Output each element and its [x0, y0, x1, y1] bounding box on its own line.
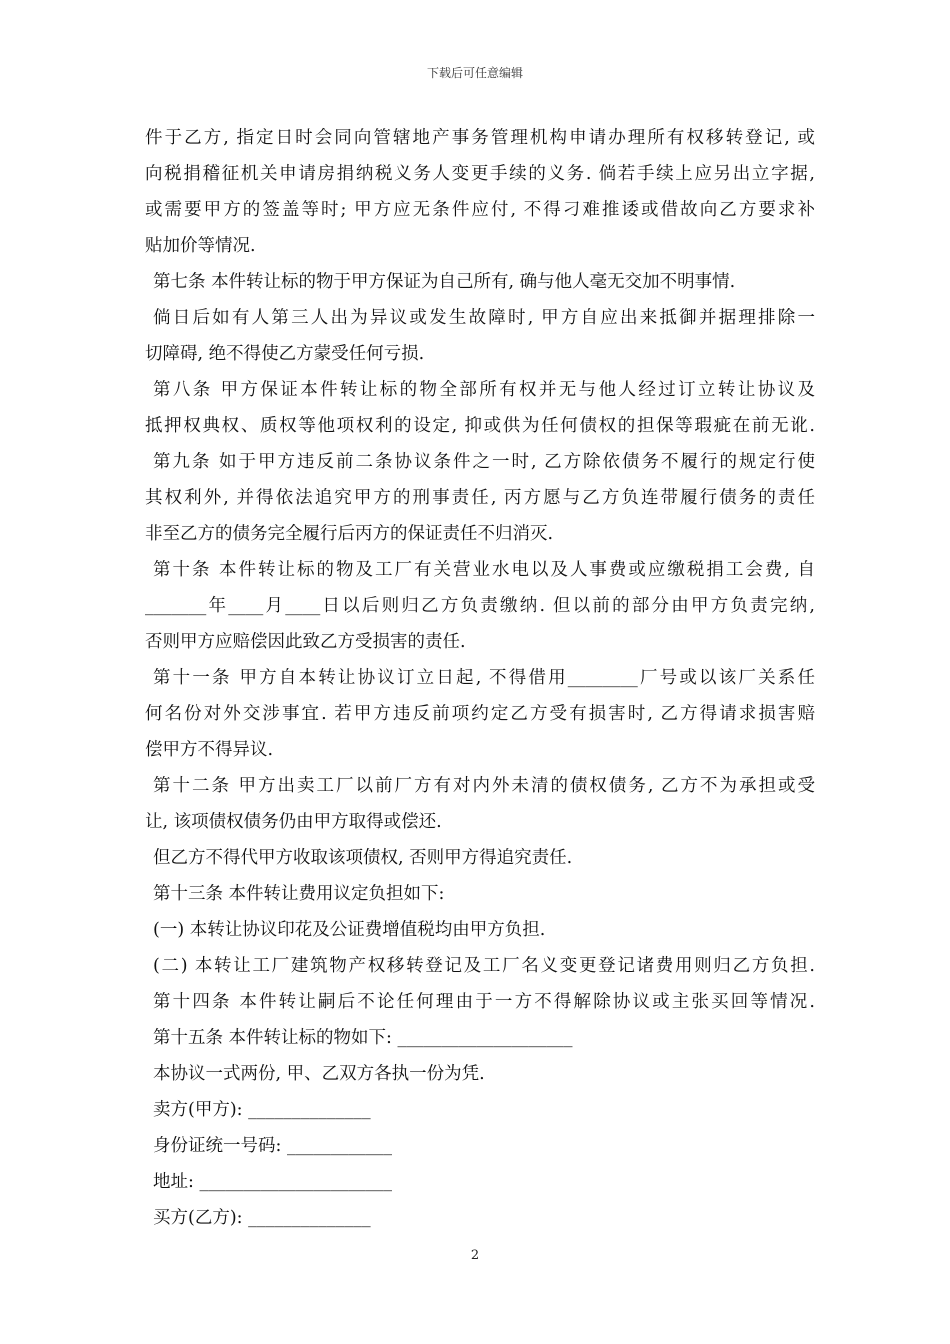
text-line: 切障碍, 绝不得使乙方蒙受任何亏损. — [145, 344, 425, 364]
text-line: 件于乙方, 指定日时会同向管辖地产事务管理机构申请办理所有权移转登记, 或 — [145, 128, 815, 148]
text-line: 第十五条 本件转让标的物如下: ____________________ — [153, 1028, 573, 1048]
text-line: 何名份对外交涉事宜. 若甲方违反前项约定乙方受有损害时, 乙方得请求损害赔 — [145, 704, 815, 724]
document-body — [145, 120, 815, 1236]
text-line: (二) 本转让工厂建筑物产权移转登记及工厂名义变更登记诸费用则归乙方负担. — [153, 956, 815, 976]
text-line: 第十二条 甲方出卖工厂以前厂方有对内外未清的债权债务, 乙方不为承担或受 — [153, 776, 815, 796]
text-line: 抵押权典权、质权等他项权利的设定, 抑或供为任何债权的担保等瑕疵在前无讹. — [145, 416, 815, 436]
page-header: 下载后可任意编辑 — [426, 66, 523, 80]
text-line: 向税捐稽征机关申请房捐纳税义务人变更手续的义务. 倘若手续上应另出立字据, — [145, 164, 815, 184]
text-line: 第十条 本件转让标的物及工厂有关营业水电以及人事费或应缴税捐工会费, 自 — [153, 560, 815, 580]
text-line: 第十一条 甲方自本转让协议订立日起, 不得借用________厂号或以该厂关系任 — [153, 668, 815, 688]
text-line: 倘日后如有人第三人出为异议或发生故障时, 甲方自应出来抵御并据理排除一 — [153, 308, 815, 328]
text-line: 但乙方不得代甲方收取该项债权, 否则甲方得追究责任. — [153, 848, 573, 868]
text-line: 贴加价等情况. — [145, 236, 256, 256]
text-line: 买方(乙方): ______________ — [153, 1208, 371, 1228]
text-line: 其权利外, 并得依法追究甲方的刑事责任, 丙方愿与乙方负连带履行债务的责任 — [145, 488, 815, 508]
text-line: 第七条 本件转让标的物于甲方保证为自己所有, 确与他人毫无交加不明事情. — [153, 272, 736, 292]
text-line: 或需要甲方的签盖等时; 甲方应无条件应付, 不得刁难推诿或借故向乙方要求补 — [145, 200, 815, 220]
text-line: 本协议一式两份, 甲、乙双方各执一份为凭. — [153, 1064, 485, 1084]
text-line: 偿甲方不得异议. — [145, 740, 274, 760]
text-line: _______年____月____日以后则归乙方负责缴纳. 但以前的部分由甲方负责完纳, — [145, 596, 815, 616]
text-line: 否则甲方应赔偿因此致乙方受损害的责任. — [145, 632, 466, 652]
page-number: 2 — [470, 1248, 480, 1263]
text-line: 非至乙方的债务完全履行后丙方的保证责任不归消灭. — [145, 524, 554, 544]
text-line: 卖方(甲方): ______________ — [153, 1100, 371, 1120]
text-line: 让, 该项债权债务仍由甲方取得或偿还. — [145, 812, 442, 832]
text-line: 地址: ______________________ — [153, 1172, 392, 1192]
text-line: (一) 本转让协议印花及公证费增值税均由甲方负担. — [153, 920, 546, 940]
text-line: 第九条 如于甲方违反前二条协议条件之一时, 乙方除依债务不履行的规定行使 — [153, 452, 815, 472]
text-line: 第八条 甲方保证本件转让标的物全部所有权并无与他人经过订立转让协议及 — [153, 380, 815, 400]
text-line: 第十四条 本件转让嗣后不论任何理由于一方不得解除协议或主张买回等情况. — [153, 992, 815, 1012]
text-line: 第十三条 本件转让费用议定负担如下: — [153, 884, 445, 904]
text-line: 身份证统一号码: ____________ — [153, 1136, 392, 1156]
